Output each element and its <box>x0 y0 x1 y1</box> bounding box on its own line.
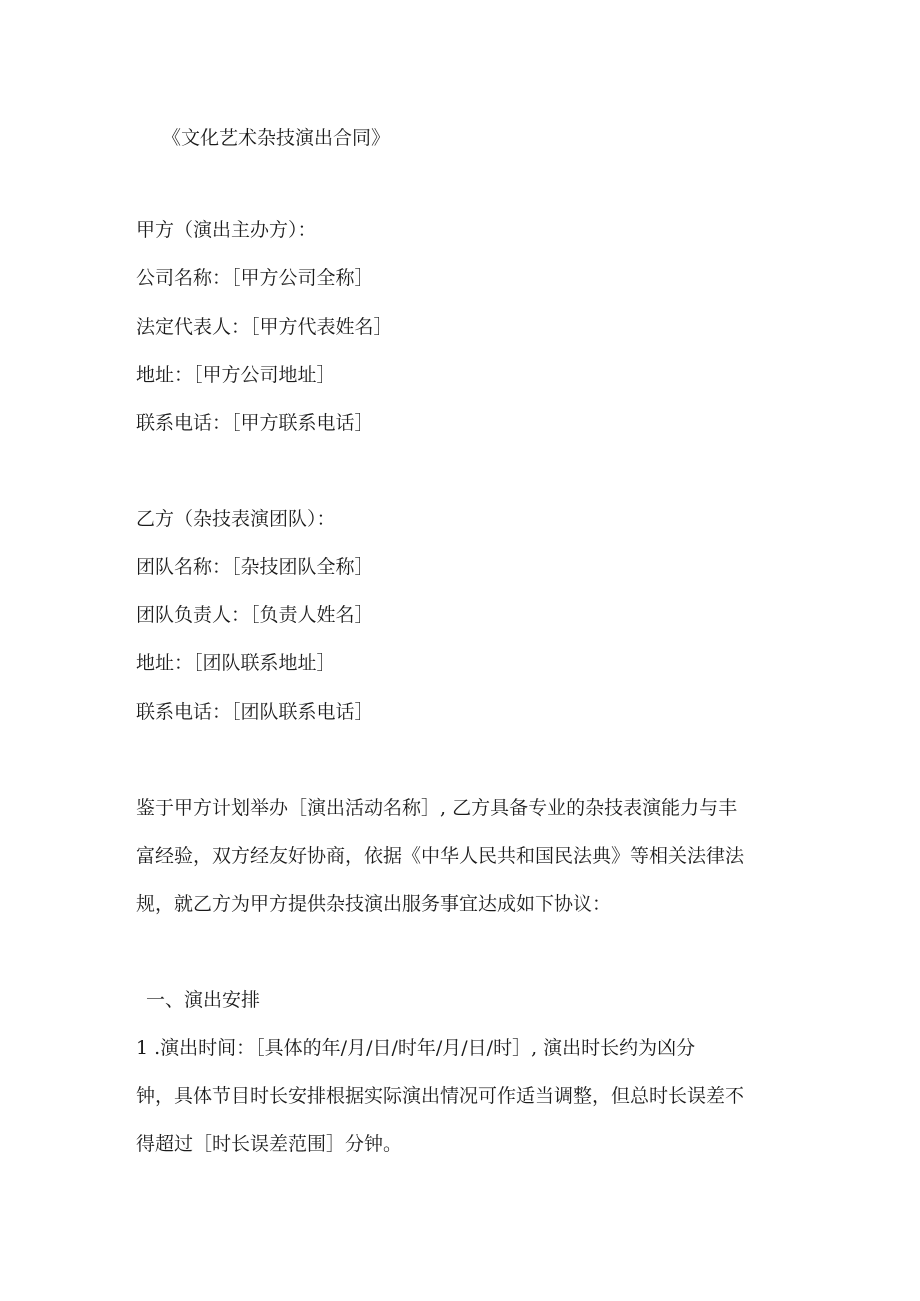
document-title: 《文化艺术杂技演出合同》 <box>162 127 391 149</box>
party-a-representative: 法定代表人：［甲方代表姓名］ <box>136 316 393 338</box>
party-b-phone: 联系电话：［团队联系电话］ <box>136 701 374 723</box>
clause-line: 钟，具体节目时长安排根据实际演出情况可作适当调整，但总时长误差不 <box>136 1085 745 1107</box>
party-b-team-name: 团队名称：［杂技团队全称］ <box>136 556 374 578</box>
party-a-address: 地址：［甲方公司地址］ <box>136 364 336 386</box>
party-a-phone: 联系电话：［甲方联系电话］ <box>136 412 374 434</box>
preamble-line: 规，就乙方为甲方提供杂技演出服务事宜达成如下协议： <box>136 893 612 915</box>
preamble-line: 富经验，双方经友好协商，依据《中华人民共和国民法典》等相关法律法 <box>136 845 745 867</box>
preamble-line: 鉴于甲方计划举办［演出活动名称］, 乙方具备专业的杂技表演能力与丰 <box>136 797 738 819</box>
party-a-heading: 甲方（演出主办方）： <box>136 219 317 241</box>
clause-line: 得超过［时长误差范围］分钟。 <box>136 1133 403 1155</box>
party-b-leader: 团队负责人：［负责人姓名］ <box>136 604 374 626</box>
party-b-address: 地址：［团队联系地址］ <box>136 652 336 674</box>
party-b-heading: 乙方（杂技表演团队）： <box>136 508 336 530</box>
clause-line: 1 .演出时间：［具体的年/月/日/时年/月/日/时］, 演出时长约为凶分 <box>136 1037 696 1059</box>
section-heading: 一、演出安排 <box>146 989 261 1011</box>
party-a-company: 公司名称：［甲方公司全称］ <box>136 267 374 289</box>
